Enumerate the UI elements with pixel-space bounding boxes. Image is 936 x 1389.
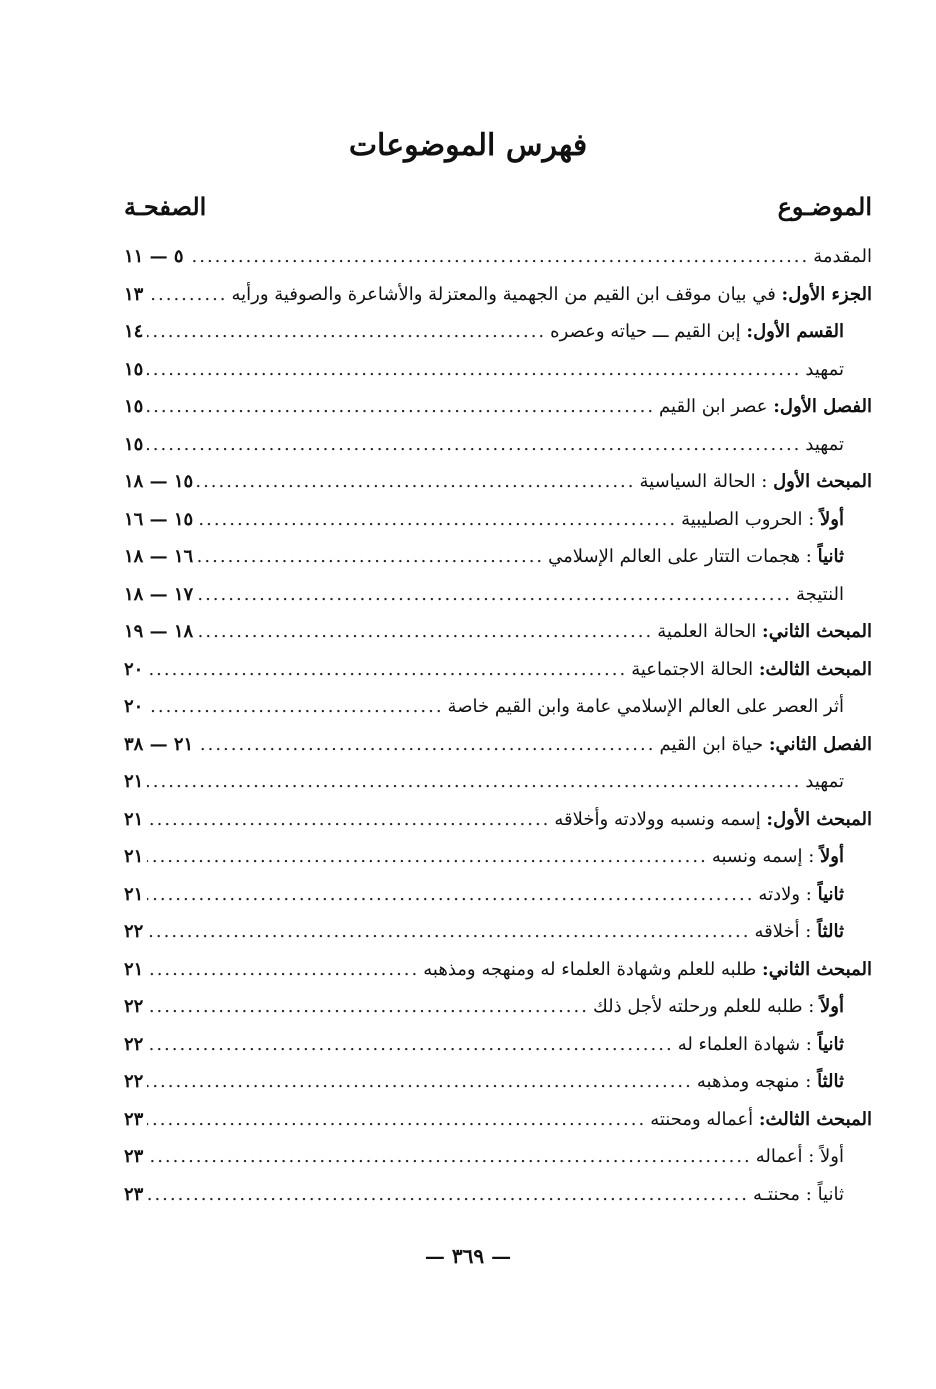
toc-entry-heading: الفصل الثاني: bbox=[768, 733, 872, 755]
toc-entry-text: : ولادته bbox=[758, 883, 818, 905]
toc-entry-heading: ثالثاً bbox=[817, 921, 844, 943]
toc-row bbox=[124, 951, 872, 989]
toc-entry-text: الحالة الاجتماعية bbox=[631, 658, 759, 680]
dot-leader bbox=[197, 584, 792, 605]
page-title: فهرس الموضوعات bbox=[348, 128, 588, 163]
toc-entry-page: ٢١ bbox=[124, 808, 144, 830]
toc-entry-heading: الجزء الأول: bbox=[781, 283, 872, 305]
toc-entry-text: : الحروب الصليبية bbox=[681, 508, 821, 530]
toc-entry-label bbox=[805, 771, 844, 792]
toc-entry-page: ١٣ bbox=[124, 283, 144, 305]
toc-entry-page: ٢١ bbox=[124, 958, 144, 980]
toc-entry-heading: ثانياً bbox=[817, 546, 844, 568]
dot-leader bbox=[147, 696, 443, 717]
toc-entry-label bbox=[805, 434, 844, 455]
toc-entry-heading: المبحث الثاني: bbox=[762, 958, 872, 980]
toc-row bbox=[124, 1138, 872, 1176]
toc-row bbox=[124, 801, 872, 839]
dot-leader bbox=[197, 546, 544, 567]
toc-entry-text: الحالة العلمية bbox=[657, 621, 763, 643]
toc-row bbox=[124, 876, 872, 914]
toc-entry-label bbox=[448, 696, 844, 717]
dot-leader bbox=[147, 1071, 693, 1092]
toc-entry-label bbox=[758, 884, 844, 905]
toc-entry-page: ٢٣ bbox=[124, 1108, 144, 1130]
toc-row bbox=[124, 426, 872, 464]
toc-row bbox=[124, 651, 872, 689]
toc-entry-page: ٢٣ bbox=[124, 1183, 144, 1205]
toc-entry-label bbox=[593, 996, 844, 1017]
toc-row bbox=[124, 838, 872, 876]
toc-entry-heading: المبحث الثاني: bbox=[762, 621, 872, 643]
toc-entry-heading: القسم الأول: bbox=[746, 321, 844, 343]
toc-entry-text: : طلبه للعلم ورحلته لأجل ذلك bbox=[592, 996, 821, 1018]
toc-entry-label bbox=[796, 584, 844, 605]
dot-leader bbox=[188, 246, 810, 267]
dot-leader bbox=[147, 434, 801, 455]
toc-entry-label bbox=[657, 621, 872, 642]
dot-leader bbox=[147, 771, 801, 792]
dot-leader bbox=[147, 396, 655, 417]
toc-entry-text: : إسمه ونسبه bbox=[711, 846, 821, 868]
toc-entry-label bbox=[756, 1146, 844, 1167]
dot-leader bbox=[147, 1184, 749, 1205]
dot-leader bbox=[147, 1034, 673, 1055]
dot-leader bbox=[147, 809, 550, 830]
toc-entry-label bbox=[813, 246, 872, 267]
dot-leader bbox=[197, 471, 635, 492]
dot-leader bbox=[147, 1146, 751, 1167]
toc-entry-page: ٢٣ bbox=[124, 1146, 144, 1168]
toc-entry-label bbox=[548, 546, 844, 567]
toc-entry-page: ١٥ — ١٦ bbox=[124, 508, 194, 530]
toc-entry-heading: المبحث الثالث: bbox=[758, 1108, 872, 1130]
toc-entry-text: تمهيد bbox=[805, 358, 844, 380]
dot-leader bbox=[147, 1109, 646, 1130]
toc-entry-page: ١٨ — ١٩ bbox=[124, 621, 194, 643]
toc-entry-text: المقدمة bbox=[813, 246, 872, 268]
toc-entry-text: : هجمات التتار على العالم الإسلامي bbox=[548, 546, 818, 568]
dot-leader bbox=[147, 846, 707, 867]
toc-entry-label bbox=[640, 471, 873, 492]
toc-row bbox=[124, 463, 872, 501]
toc-row bbox=[124, 1101, 872, 1139]
dot-leader bbox=[147, 884, 754, 905]
toc-entry-heading: المبحث الأول bbox=[773, 471, 872, 493]
dot-leader bbox=[197, 509, 677, 530]
toc-entry-heading: أولاً bbox=[820, 996, 844, 1018]
toc-entry-text: تمهيد bbox=[805, 433, 844, 455]
toc-entry-page: ٢١ bbox=[124, 771, 144, 793]
toc-entry-page: ١٥ bbox=[124, 358, 144, 380]
toc-entry-page: ٥ — ١١ bbox=[124, 246, 184, 268]
toc-row bbox=[124, 613, 872, 651]
dot-leader bbox=[147, 284, 227, 305]
page-number: — ٣٦٩ — bbox=[424, 1244, 512, 1268]
toc-entry-page: ٢١ bbox=[124, 846, 144, 868]
toc-entry-label bbox=[681, 509, 844, 530]
dot-leader bbox=[147, 359, 801, 380]
toc-entry-page: ١٧ — ١٨ bbox=[124, 583, 194, 605]
toc-entry-text: في بيان موقف ابن القيم من الجهمية والمعتزلة والأشاعرة والصوفية ورأيه bbox=[231, 283, 782, 305]
toc-entry-page: ١٥ bbox=[124, 433, 144, 455]
toc-entry-label bbox=[753, 1184, 844, 1205]
toc-entry-label bbox=[805, 359, 844, 380]
toc-entry-text: النتيجة bbox=[795, 583, 844, 605]
toc-entry-page: ٢١ — ٣٨ bbox=[124, 733, 194, 755]
toc-entry-heading: ثانياً bbox=[817, 883, 844, 905]
toc-entry-heading: المبحث الأول: bbox=[766, 808, 872, 830]
toc-row bbox=[124, 913, 872, 951]
toc-entry-label bbox=[232, 284, 872, 305]
toc-row bbox=[124, 763, 872, 801]
dot-leader bbox=[147, 959, 419, 980]
toc-entry-text: : الحالة السياسية bbox=[639, 471, 774, 493]
toc-entry-text: تمهيد bbox=[805, 771, 844, 793]
toc-entry-page: ٢٢ bbox=[124, 996, 144, 1018]
toc-entry-label bbox=[697, 1071, 844, 1092]
toc-entry-text: : شهادة العلماء له bbox=[677, 1033, 818, 1055]
toc-row bbox=[124, 1026, 872, 1064]
toc-entry-page: ١٦ — ١٨ bbox=[124, 546, 194, 568]
toc-entry-label bbox=[631, 659, 872, 680]
toc-entry-text: عصر ابن القيم bbox=[659, 396, 774, 418]
toc-entry-heading: أولاً bbox=[820, 508, 844, 530]
toc-row bbox=[124, 276, 872, 314]
toc-entry-text: حياة ابن القيم bbox=[659, 733, 769, 755]
dot-leader bbox=[147, 659, 627, 680]
toc-entry-text: : منهجه ومذهبه bbox=[696, 1071, 818, 1093]
toc-entry-text: أولاً : أعماله bbox=[755, 1146, 844, 1168]
toc-entry-text: أثر العصر على العالم الإسلامي عامة وابن القيم خاصة bbox=[447, 696, 844, 718]
dot-leader bbox=[197, 621, 653, 642]
toc-entry-text: إسمه ونسبه وولادته وأخلاقه bbox=[554, 808, 767, 830]
toc-entry-text: إبن القيم ـــ حياته وعصره bbox=[550, 321, 747, 343]
dot-leader bbox=[147, 321, 546, 342]
toc-row bbox=[124, 576, 872, 614]
toc-entry-heading: أولاً bbox=[820, 846, 844, 868]
toc-entry-page: ١٤ bbox=[124, 321, 144, 343]
toc-entry-label bbox=[754, 921, 844, 942]
toc-entry-page: ٢٢ bbox=[124, 1071, 144, 1093]
toc-row bbox=[124, 1176, 872, 1214]
toc-entry-page: ٢٠ bbox=[124, 658, 144, 680]
toc-row bbox=[124, 688, 872, 726]
toc-list bbox=[124, 238, 872, 1213]
toc-entry-label bbox=[554, 809, 872, 830]
topic-column-header: الموضـوع bbox=[777, 192, 872, 221]
toc-entry-page: ٢٢ bbox=[124, 1033, 144, 1055]
page-column-header: الصفحـة bbox=[124, 192, 207, 221]
toc-entry-label bbox=[712, 846, 844, 867]
toc-entry-heading: الفصل الأول: bbox=[773, 396, 872, 418]
toc-row bbox=[124, 1063, 872, 1101]
toc-entry-heading: ثالثاً bbox=[817, 1071, 844, 1093]
toc-entry-text: أعماله ومحنته bbox=[650, 1108, 759, 1130]
toc-entry-label bbox=[423, 959, 872, 980]
toc-entry-text: طلبه للعلم وشهادة العلماء له ومنهجه ومذهبه bbox=[423, 958, 763, 980]
toc-entry-label bbox=[678, 1034, 844, 1055]
toc-row bbox=[124, 988, 872, 1026]
toc-row bbox=[124, 501, 872, 539]
toc-row bbox=[124, 313, 872, 351]
toc-entry-text: ثانياً : محنتـه bbox=[753, 1183, 844, 1205]
dot-leader bbox=[197, 734, 655, 755]
toc-row bbox=[124, 238, 872, 276]
toc-entry-text: : أخلاقه bbox=[754, 921, 818, 943]
toc-entry-heading: المبحث الثالث: bbox=[758, 658, 872, 680]
toc-row bbox=[124, 388, 872, 426]
toc-row bbox=[124, 538, 872, 576]
toc-entry-page: ٢٠ bbox=[124, 696, 144, 718]
toc-entry-label bbox=[650, 1109, 872, 1130]
toc-entry-page: ١٥ — ١٨ bbox=[124, 471, 194, 493]
toc-entry-page: ٢١ bbox=[124, 883, 144, 905]
toc-row bbox=[124, 351, 872, 389]
toc-entry-heading: ثانياً bbox=[817, 1033, 844, 1055]
dot-leader bbox=[147, 921, 750, 942]
dot-leader bbox=[147, 996, 589, 1017]
toc-entry-page: ١٥ bbox=[124, 396, 144, 418]
toc-entry-label bbox=[550, 321, 844, 342]
toc-entry-page: ٢٢ bbox=[124, 921, 144, 943]
toc-row bbox=[124, 726, 872, 764]
toc-entry-label bbox=[659, 734, 872, 755]
toc-entry-label bbox=[659, 396, 872, 417]
